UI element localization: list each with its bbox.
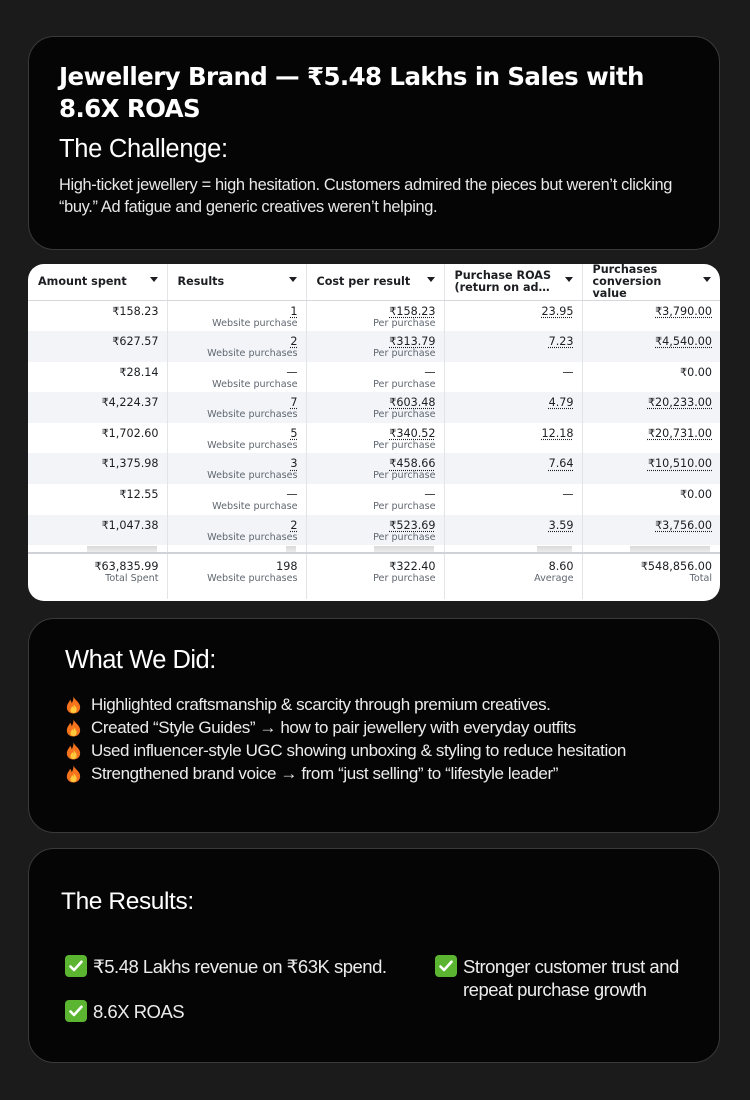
cell-roas[interactable]: 12.18 xyxy=(541,426,574,440)
result-item: Stronger customer trust and repeat purchase growth xyxy=(435,955,705,1001)
cell-amount: ₹4,224.37 xyxy=(101,396,159,410)
total-cost-per-result: ₹322.40 xyxy=(389,560,436,574)
cell-amount: ₹12.55 xyxy=(119,488,159,502)
table-row-partial xyxy=(28,545,720,553)
cell-cpr-label: Per purchase xyxy=(373,439,436,451)
cell-value[interactable]: ₹3,756.00 xyxy=(655,518,712,532)
fire-icon xyxy=(65,742,82,760)
what-we-did-item xyxy=(65,693,683,716)
cell-results[interactable]: 2 xyxy=(290,335,298,349)
table-row xyxy=(28,515,720,546)
cell-results-label: Website purchases xyxy=(207,348,298,360)
total-results: 198 xyxy=(276,560,298,574)
cell-results[interactable]: 1 xyxy=(290,305,298,318)
cell-cpr-label: Per purchase xyxy=(373,378,436,390)
cell-results-label: Website purchase xyxy=(212,501,298,513)
cell-amount: ₹1,047.38 xyxy=(101,518,159,532)
cell-value[interactable]: ₹20,233.00 xyxy=(647,396,712,410)
chevron-down-icon xyxy=(565,277,573,282)
what-we-did-item xyxy=(65,762,683,785)
cell-value: ₹0.00 xyxy=(679,488,712,502)
cell-results[interactable]: 2 xyxy=(290,518,298,532)
results-heading: The Results: xyxy=(61,888,194,915)
what-we-did-card xyxy=(28,618,720,833)
check-mark-icon xyxy=(435,955,457,977)
chevron-down-icon xyxy=(427,277,435,282)
column-header-conversion-value[interactable]: Purchases conversion value xyxy=(582,264,720,301)
table-row xyxy=(28,453,720,484)
table-row xyxy=(28,392,720,423)
cell-results-label: Website purchase xyxy=(212,318,298,329)
cell-roas: — xyxy=(562,365,574,379)
what-we-did-item-text: Strengthened brand voice → from “just selling” to “lifestyle leader” xyxy=(91,764,558,783)
results-card xyxy=(28,848,720,1063)
column-header-amount-spent[interactable]: Amount spent xyxy=(28,264,167,301)
cell-value[interactable]: ₹10,510.00 xyxy=(647,457,712,471)
cell-roas: — xyxy=(562,488,574,502)
table-row xyxy=(28,484,720,515)
cell-cpr-label: Per purchase xyxy=(373,318,436,329)
table-row xyxy=(28,423,720,454)
table-row xyxy=(28,301,720,332)
cell-roas[interactable]: 4.79 xyxy=(548,396,574,410)
cell-roas[interactable]: 7.64 xyxy=(548,457,574,471)
cell-cpr-label: Per purchase xyxy=(373,531,436,543)
cell-amount: ₹158.23 xyxy=(112,305,159,318)
cell-results-label: Website purchase xyxy=(212,378,298,390)
cell-results: — xyxy=(286,365,298,379)
result-item: 8.6X ROAS xyxy=(65,1000,365,1023)
table-row xyxy=(28,362,720,393)
total-conversion-value: ₹548,856.00 xyxy=(640,560,712,574)
cell-cpr: — xyxy=(424,488,436,502)
check-mark-icon xyxy=(65,1000,87,1022)
chevron-down-icon xyxy=(703,277,711,282)
cell-cpr[interactable]: ₹340.52 xyxy=(389,426,436,440)
column-header-purchase-roas[interactable]: Purchase ROAS (return on ad… xyxy=(444,264,582,301)
headline: Jewellery Brand — ₹5.48 Lakhs in Sales with 8.6X ROAS xyxy=(59,62,644,123)
column-header-cost-per-result[interactable]: Cost per result xyxy=(306,264,444,301)
chevron-down-icon xyxy=(150,277,158,282)
challenge-text: High-ticket jewellery = high hesitation. Customers admired the pieces but weren’t clicking “buy.” Ad fatigue and generic creatives weren’t helping. xyxy=(59,176,673,216)
challenge-card xyxy=(28,36,720,250)
cell-cpr[interactable]: ₹158.23 xyxy=(389,305,436,318)
cell-value[interactable]: ₹20,731.00 xyxy=(647,426,712,440)
column-header-results[interactable]: Results xyxy=(167,264,306,301)
cell-results[interactable]: 7 xyxy=(290,396,298,410)
cell-amount: ₹28.14 xyxy=(119,365,159,379)
cell-cpr-label: Per purchase xyxy=(373,501,436,513)
total-amount-spent: ₹63,835.99 xyxy=(94,560,159,574)
cell-amount: ₹1,375.98 xyxy=(101,457,159,471)
cell-roas[interactable]: 7.23 xyxy=(548,335,574,349)
what-we-did-item-text: Highlighted craftsmanship & scarcity through premium creatives. xyxy=(91,695,551,714)
cell-value[interactable]: ₹3,790.00 xyxy=(655,305,712,318)
what-we-did-item-text: Used influencer-style UGC showing unboxing & styling to reduce hesitation xyxy=(91,741,626,760)
what-we-did-item xyxy=(65,716,683,739)
average-roas: 8.60 xyxy=(548,560,574,574)
cell-results-label: Website purchases xyxy=(207,439,298,451)
cell-cpr-label: Per purchase xyxy=(373,470,436,482)
cell-cpr[interactable]: ₹458.66 xyxy=(389,457,436,471)
totals-row: ₹63,835.99 Total Spent 198 Website purchases ₹322.40 Per purchase 8.60 Average ₹548,856.00 Total xyxy=(28,553,720,599)
fire-icon xyxy=(65,696,82,714)
challenge-heading: The Challenge: xyxy=(59,135,228,163)
chevron-down-icon xyxy=(289,277,297,282)
cell-results-label: Website purchases xyxy=(207,470,298,482)
cell-results-label: Website purchases xyxy=(207,409,298,421)
cell-cpr-label: Per purchase xyxy=(373,348,436,360)
cell-cpr: — xyxy=(424,365,436,379)
cell-value: ₹0.00 xyxy=(679,365,712,379)
cell-roas[interactable]: 3.59 xyxy=(548,518,574,532)
cell-results[interactable]: 5 xyxy=(290,426,298,440)
cell-cpr[interactable]: ₹523.69 xyxy=(389,518,436,532)
result-item: ₹5.48 Lakhs revenue on ₹63K spend. xyxy=(65,955,415,978)
what-we-did-list xyxy=(65,693,683,785)
cell-results: — xyxy=(286,488,298,502)
what-we-did-item-text: Created “Style Guides” → how to pair jewellery with everyday outfits xyxy=(91,718,576,737)
fire-icon xyxy=(65,719,82,737)
fire-icon xyxy=(65,765,82,783)
cell-roas[interactable]: 23.95 xyxy=(541,305,574,318)
what-we-did-item xyxy=(65,739,683,762)
cell-amount: ₹1,702.60 xyxy=(101,426,159,440)
cell-results-label: Website purchases xyxy=(207,531,298,543)
ads-results-table xyxy=(28,264,720,599)
check-mark-icon xyxy=(65,955,87,977)
ads-results-table-screenshot xyxy=(28,264,720,601)
cell-cpr[interactable]: ₹313.79 xyxy=(389,335,436,349)
table-row xyxy=(28,331,720,362)
cell-amount: ₹627.57 xyxy=(112,335,159,349)
what-we-did-heading: What We Did: xyxy=(65,646,216,674)
cell-cpr[interactable]: ₹603.48 xyxy=(389,396,436,410)
cell-cpr-label: Per purchase xyxy=(373,409,436,421)
cell-results[interactable]: 3 xyxy=(290,457,298,471)
cell-value[interactable]: ₹4,540.00 xyxy=(655,335,712,349)
